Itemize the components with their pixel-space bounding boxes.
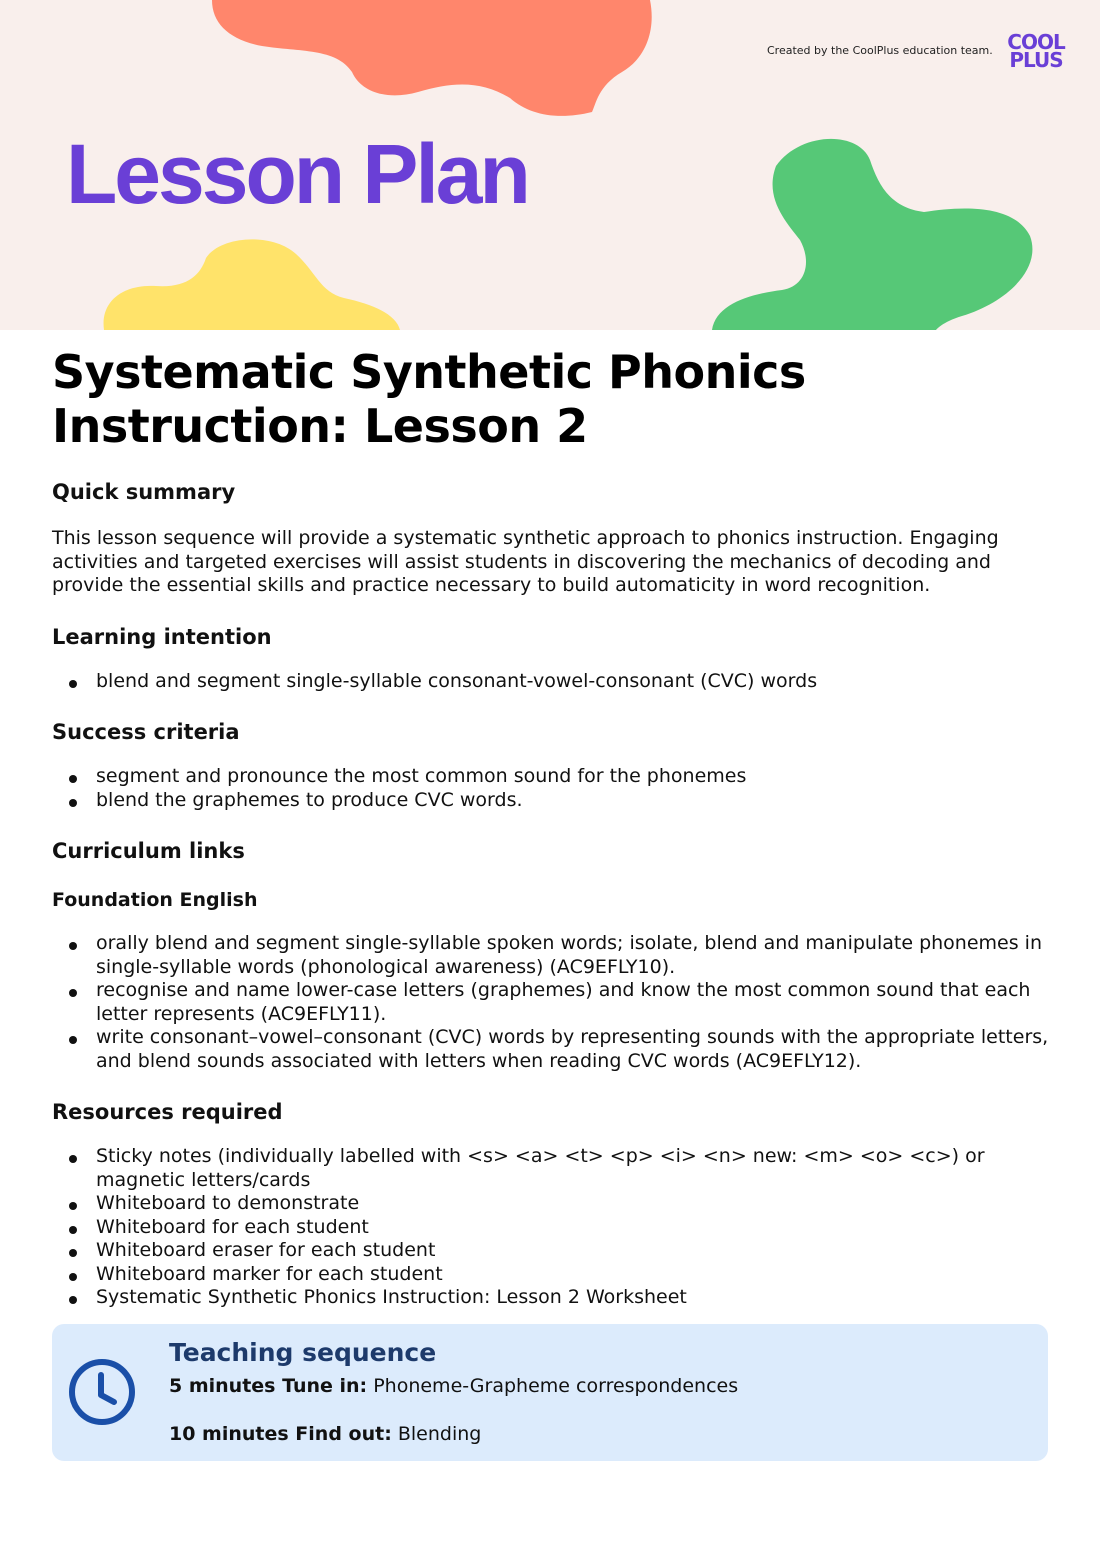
green-blob <box>712 139 1032 330</box>
step-time: 10 minutes Find out: <box>169 1423 392 1445</box>
header-banner <box>0 0 1100 330</box>
step-time: 5 minutes Tune in: <box>169 1375 368 1397</box>
learning-intention-list <box>52 670 1052 694</box>
list-item: Whiteboard to demonstrate <box>52 1192 1052 1216</box>
step-activity: Blending <box>397 1423 482 1445</box>
list-item: blend and segment single-syllable consonant-vowel-consonant (CVC) words <box>52 670 1052 694</box>
yellow-blob <box>104 239 400 330</box>
success-criteria-heading: Success criteria <box>52 720 240 744</box>
resources-heading: Resources required <box>52 1100 283 1124</box>
list-item: recognise and name lower-case letters (graphemes) and know the most common sound that each letter represents (AC9EFLY11). <box>52 979 1052 1026</box>
curriculum-links-heading: Curriculum links <box>52 839 245 863</box>
coolplus-logo <box>1004 30 1068 72</box>
logo-bottom: PLUS <box>1009 48 1063 72</box>
list-item: Systematic Synthetic Phonics Instruction: Lesson 2 Worksheet <box>52 1286 1052 1310</box>
teaching-step <box>169 1374 738 1398</box>
quick-summary-heading: Quick summary <box>52 480 236 504</box>
resources-list <box>52 1145 1052 1310</box>
lesson-plan-heading: Lesson Plan <box>66 127 528 221</box>
teaching-sequence-box <box>52 1324 1048 1461</box>
coral-blob <box>212 0 652 116</box>
quick-summary-text: This lesson sequence will provide a systematic synthetic approach to phonics instruction. Engaging activities and targeted exercises will assist students in discovering the mechanics of decoding and provide the essential skills and practice necessary to build automaticity in word recognition. <box>52 527 999 596</box>
logo-top: COOL <box>1007 30 1065 54</box>
list-item: Whiteboard marker for each student <box>52 1263 1052 1287</box>
teaching-sequence-heading: Teaching sequence <box>169 1338 437 1367</box>
list-item: blend the graphemes to produce CVC words. <box>52 789 1052 813</box>
teaching-step <box>169 1422 481 1446</box>
credit-text: Created by the CoolPlus education team. <box>767 44 993 57</box>
list-item: orally blend and segment single-syllable spoken words; isolate, blend and manipulate phonemes in single-syllable words (phonological awareness) (AC9EFLY10). <box>52 932 1052 979</box>
page-title: Systematic Synthetic Phonics Instruction: Lesson 2 <box>52 345 806 453</box>
learning-intention-heading: Learning intention <box>52 624 272 649</box>
success-criteria-list <box>52 765 1052 812</box>
list-item: Whiteboard for each student <box>52 1216 1052 1240</box>
list-item: Sticky notes (individually labelled with <s> <a> <t> <p> <i> <n> new: <m> <o> <c>) or magnetic letters/cards <box>52 1145 1052 1192</box>
main-content <box>52 345 1052 1310</box>
list-item: Whiteboard eraser for each student <box>52 1239 1052 1263</box>
list-item: write consonant–vowel–consonant (CVC) words by representing sounds with the appropriate letters, and blend sounds associated with letters when reading CVC words (AC9EFLY12). <box>52 1026 1052 1073</box>
curriculum-links-list <box>52 932 1052 1073</box>
foundation-english-subheading: Foundation English <box>52 889 258 911</box>
list-item: segment and pronounce the most common sound for the phonemes <box>52 765 1052 789</box>
step-activity: Phoneme-Grapheme correspondences <box>373 1375 739 1397</box>
clock-icon <box>68 1358 136 1426</box>
